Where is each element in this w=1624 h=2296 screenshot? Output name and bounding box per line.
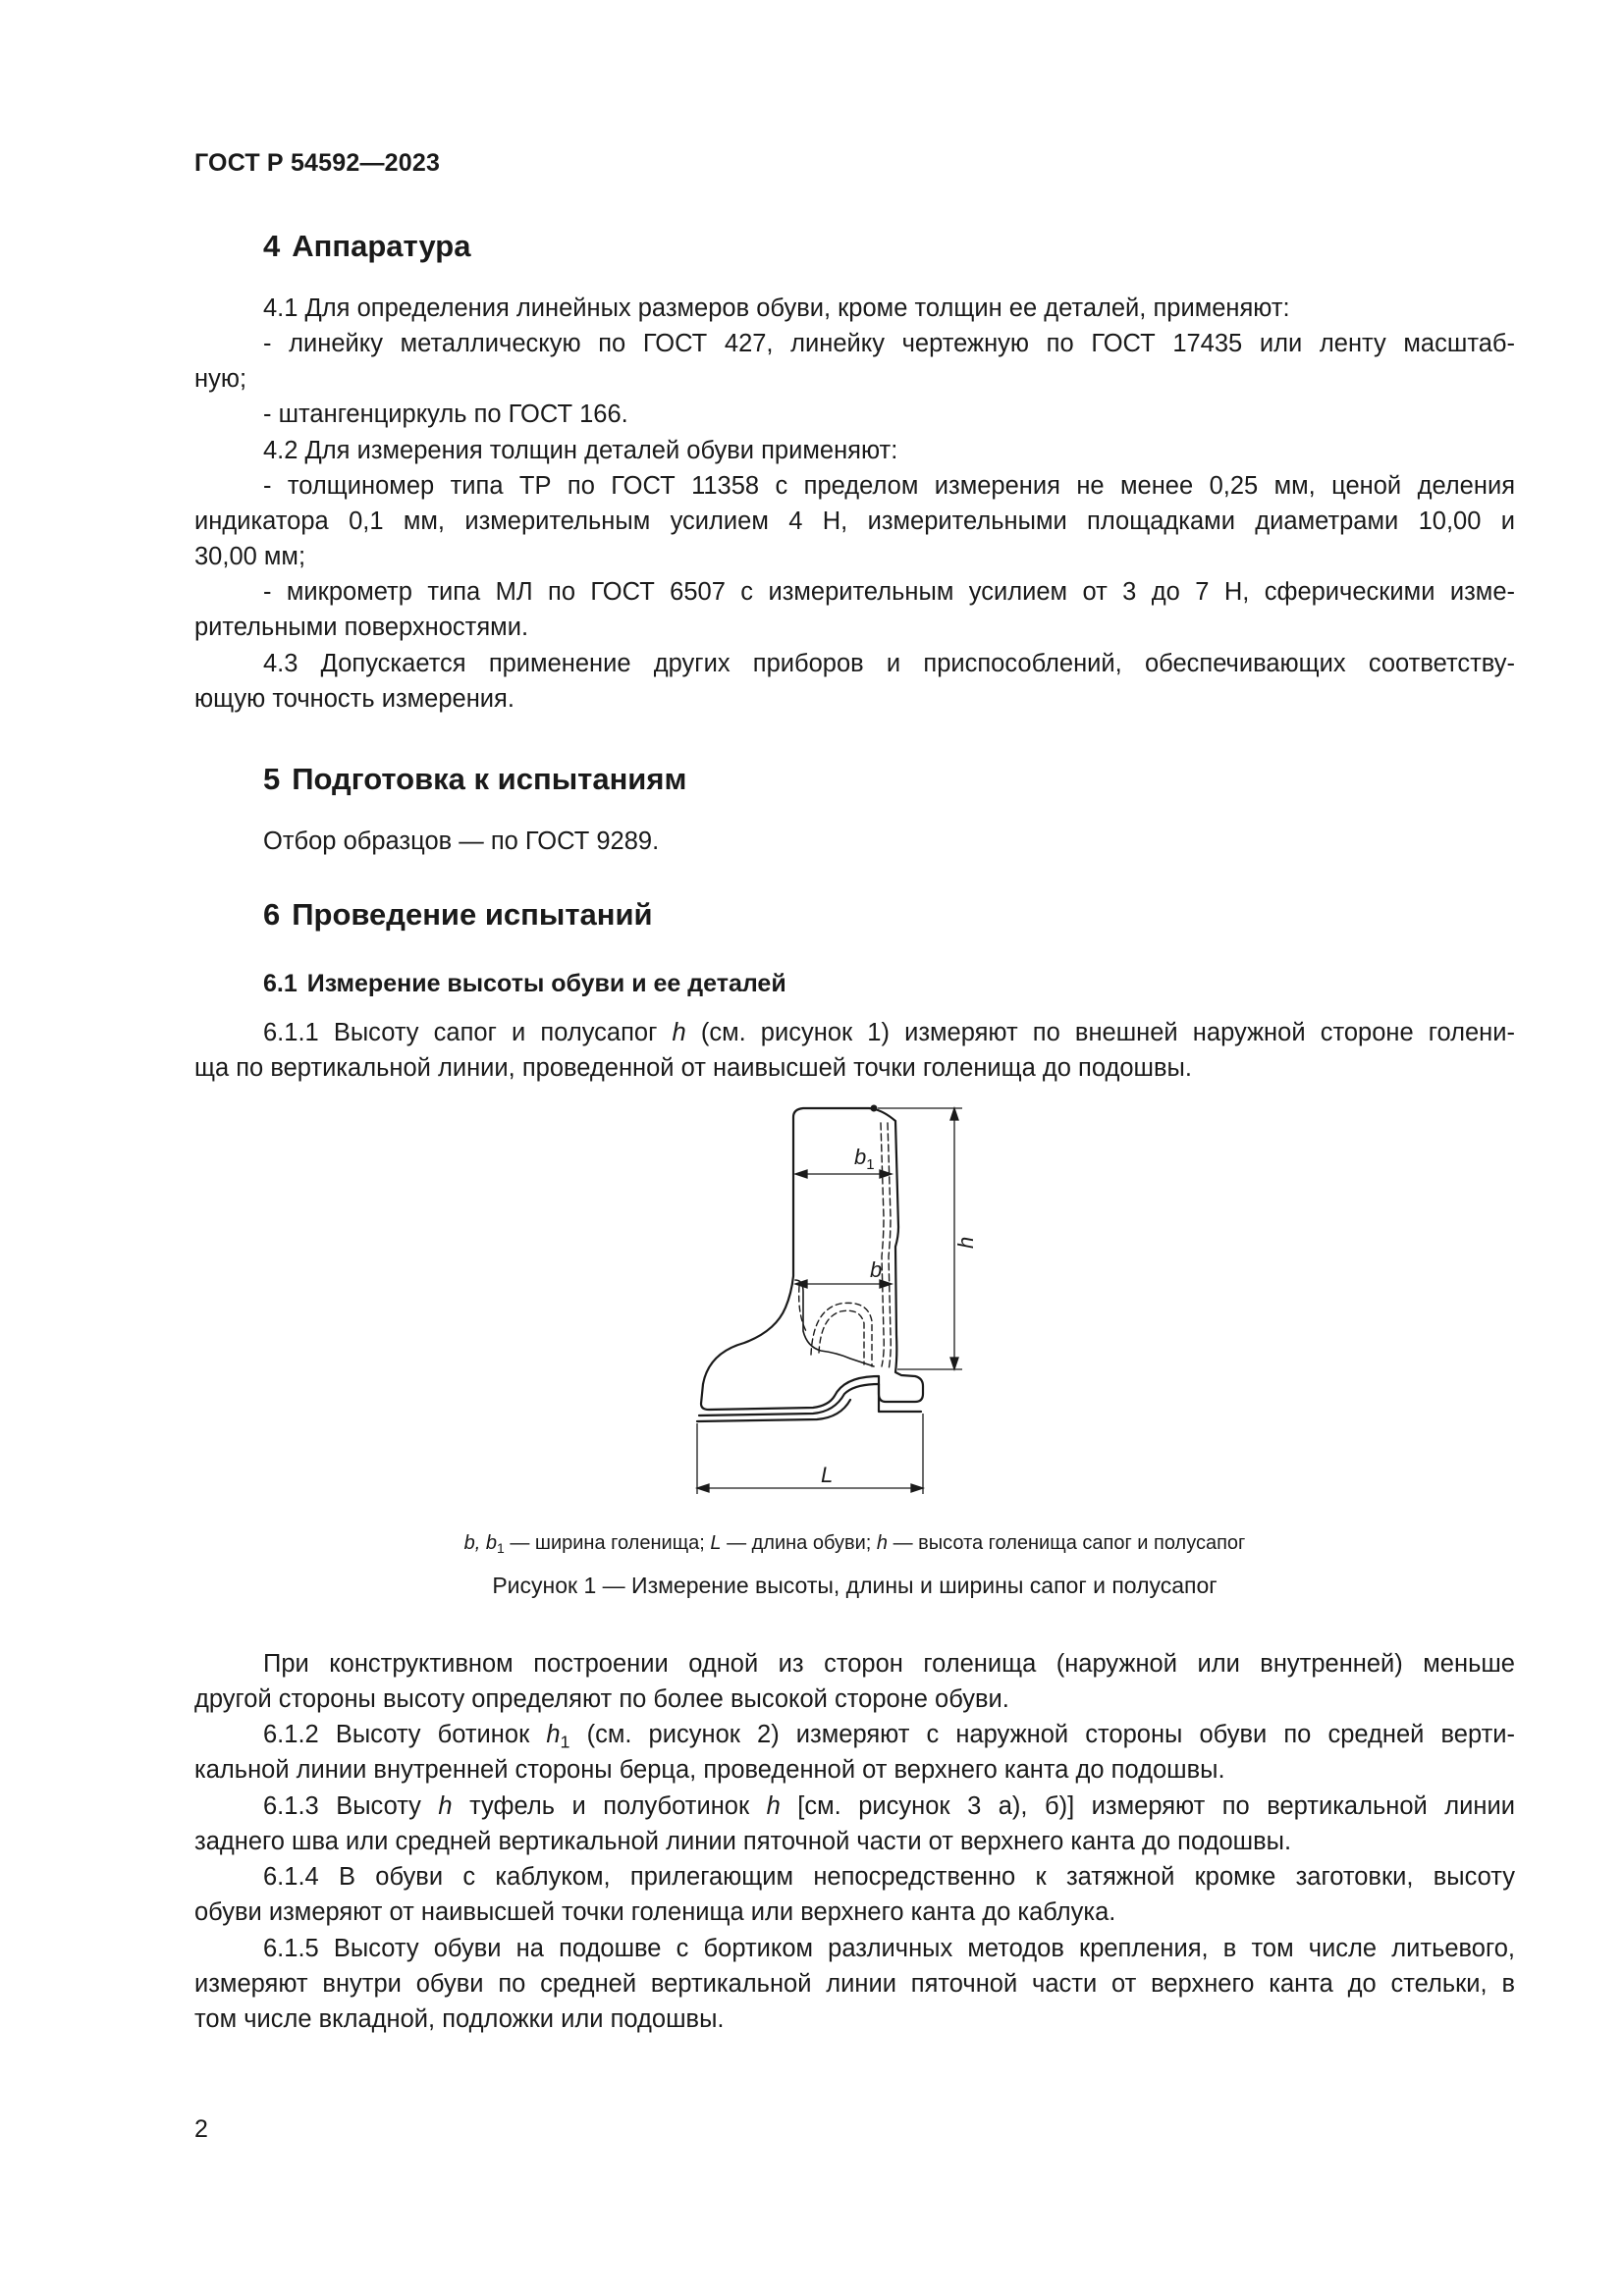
section-5-number: 5 (263, 762, 281, 796)
list-item-ruler: - линейку металлическую по ГОСТ 427, линейку чертежную по ГОСТ 17435 или ленту масштаб- (263, 330, 1515, 357)
list-item-thickness-gauge-cont1: индикатора 0,1 мм, измерительным усилием 4 Н, измерительными площадками диаметрами 10,00 и (194, 507, 1515, 535)
boot-measurement-figure (687, 1099, 1011, 1517)
paragraph-6-1-2-cont: кальной линии внутренней стороны берца, проведенной от верхнего канта до подошвы. (194, 1756, 1225, 1784)
legend-h: h (876, 1532, 889, 1554)
list-item-caliper: - штангенциркуль по ГОСТ 166. (263, 400, 628, 428)
h-arrow-bottom (950, 1358, 958, 1369)
legend-sub-1: 1 (497, 1540, 505, 1557)
p611-text-b: (см. рисунок 1) измеряют по внешней наружной стороне голени- (685, 1019, 1516, 1046)
page-number: 2 (194, 2115, 208, 2143)
paragraph-4-2: 4.2 Для измерения толщин деталей обуви применяют: (263, 437, 898, 464)
p613-text-a: 6.1.3 Высоту (263, 1792, 439, 1820)
heel-block (879, 1384, 921, 1412)
back-seam-stitching-2 (888, 1123, 891, 1370)
paragraph-6-1-3-cont: заднего шва или средней вертикальной линии пяточной части от верхнего канта до подошвы. (194, 1828, 1292, 1855)
b-arrow-left (795, 1280, 807, 1288)
sole-line (699, 1384, 879, 1415)
section-4-heading (263, 229, 470, 264)
label-b: b (870, 1257, 883, 1282)
label-b1: $b_1$ (854, 1145, 875, 1173)
p612-text-a: 6.1.2 Высоту ботинок (263, 1721, 547, 1748)
document-code-header: ГОСТ Р 54592—2023 (194, 149, 441, 177)
section-6-heading (263, 897, 653, 933)
paragraph-4-3-cont: ющую точность измерения. (194, 685, 514, 713)
legend-length: — длина обуви; (721, 1532, 877, 1554)
var-h-b: h (766, 1792, 781, 1820)
back-seam-stitching (881, 1123, 884, 1366)
h-arrow-top (950, 1108, 958, 1120)
legend-width: — ширина голенища; (504, 1532, 711, 1554)
var-h1-sub: 1 (560, 1732, 570, 1752)
list-item-micrometer-cont: рительными поверхностями. (194, 614, 529, 641)
paragraph-6-1-4-cont: обуви измеряют от наивысшей точки голенища или верхнего канта до каблука. (194, 1898, 1116, 1926)
legend-height: — высота голенища сапог и полусапог (888, 1532, 1246, 1554)
paragraph-6-1-5-cont1: измеряют внутри обуви по средней вертикальной линии пяточной части от верхнего канта до стельки, в (194, 1970, 1515, 1998)
b1-arrow-left (795, 1170, 807, 1178)
figure-caption: Рисунок 1 — Измерение высоты, длины и ширины сапог и полусапог (492, 1573, 1218, 1598)
label-h: h (953, 1236, 978, 1249)
L-arrow-left (697, 1484, 709, 1492)
var-h1: h (546, 1721, 561, 1748)
p611-text-a: 6.1.1 Высоту сапог и полусапог (263, 1019, 673, 1046)
L-arrow-right (911, 1484, 923, 1492)
paragraph-construction-cont: другой стороны высоту определяют по более высокой стороне обуви. (194, 1685, 1009, 1713)
heel-stitching (819, 1310, 864, 1364)
p613-text-c: [см. рисунок 3 а), б)] измеряют по вертикальной линии (780, 1792, 1515, 1820)
subsection-6-1-heading (263, 970, 786, 998)
list-item-thickness-gauge-cont2: 30,00 мм; (194, 543, 306, 570)
subsection-6-1-title: Измерение высоты обуви и ее деталей (306, 970, 786, 997)
paragraph-6-1-5: 6.1.5 Высоту обуви на подошве с бортиком различных методов крепления, в том числе литьевого, (263, 1935, 1515, 1962)
subsection-6-1-number: 6.1 (263, 970, 298, 997)
paragraph-6-1-5-cont2: том числе вкладной, подложки или подошвы. (194, 2005, 725, 2033)
section-6-number: 6 (263, 897, 281, 932)
paragraph-construction: При конструктивном построении одной из сторон голенища (наружной или внутренней) меньше (263, 1650, 1515, 1678)
p612-text-b: (см. рисунок 2) измеряют с наружной стороны обуви по средней верти- (569, 1721, 1515, 1748)
list-item-micrometer: - микрометр типа МЛ по ГОСТ 6507 с измерительным усилием от 3 до 7 Н, сферическими изме- (263, 578, 1515, 606)
p613-text-b: туфель и полуботинок (452, 1792, 767, 1820)
heel-stitching-2 (811, 1303, 872, 1366)
figure-legend (194, 1532, 1515, 1555)
section-4-title: Аппаратура (292, 229, 471, 263)
paragraph-6-1-1-cont: ща по вертикальной линии, проведенной от наивысшей точки голенища до подошвы. (194, 1054, 1192, 1082)
label-L: L (821, 1463, 834, 1487)
paragraph-6-1-3 (194, 1794, 1515, 1820)
section-5-title: Подготовка к испытаниям (292, 762, 687, 796)
var-h-a: h (438, 1792, 453, 1820)
legend-b-b1: b, b (463, 1532, 497, 1554)
section-5-heading (263, 762, 686, 797)
legend-L: L (710, 1532, 722, 1554)
paragraph-6-1-1 (194, 1021, 1515, 1046)
paragraph-4-3: 4.3 Допускается применение других приборов и приспособлений, обеспечивающих соответству- (263, 650, 1515, 677)
list-item-ruler-cont: ную; (194, 365, 247, 393)
paragraph-6-1-4: 6.1.4 В обуви с каблуком, прилегающим непосредственно к затяжной кромке заготовки, высоту (263, 1863, 1515, 1891)
paragraph-5-sampling: Отбор образцов — по ГОСТ 9289. (263, 828, 660, 855)
var-h: h (672, 1019, 686, 1046)
paragraph-4-1: 4.1 Для определения линейных размеров обуви, кроме толщин ее деталей, применяют: (263, 294, 1290, 322)
list-item-thickness-gauge: - толщиномер типа ТР по ГОСТ 11358 с пределом измерения не менее 0,25 мм, ценой деления (263, 472, 1515, 500)
section-4-number: 4 (263, 229, 281, 263)
paragraph-6-1-2 (194, 1721, 1515, 1752)
section-6-title: Проведение испытаний (292, 897, 653, 932)
gusset-detail (795, 1280, 874, 1366)
top-point-dot (871, 1105, 878, 1112)
